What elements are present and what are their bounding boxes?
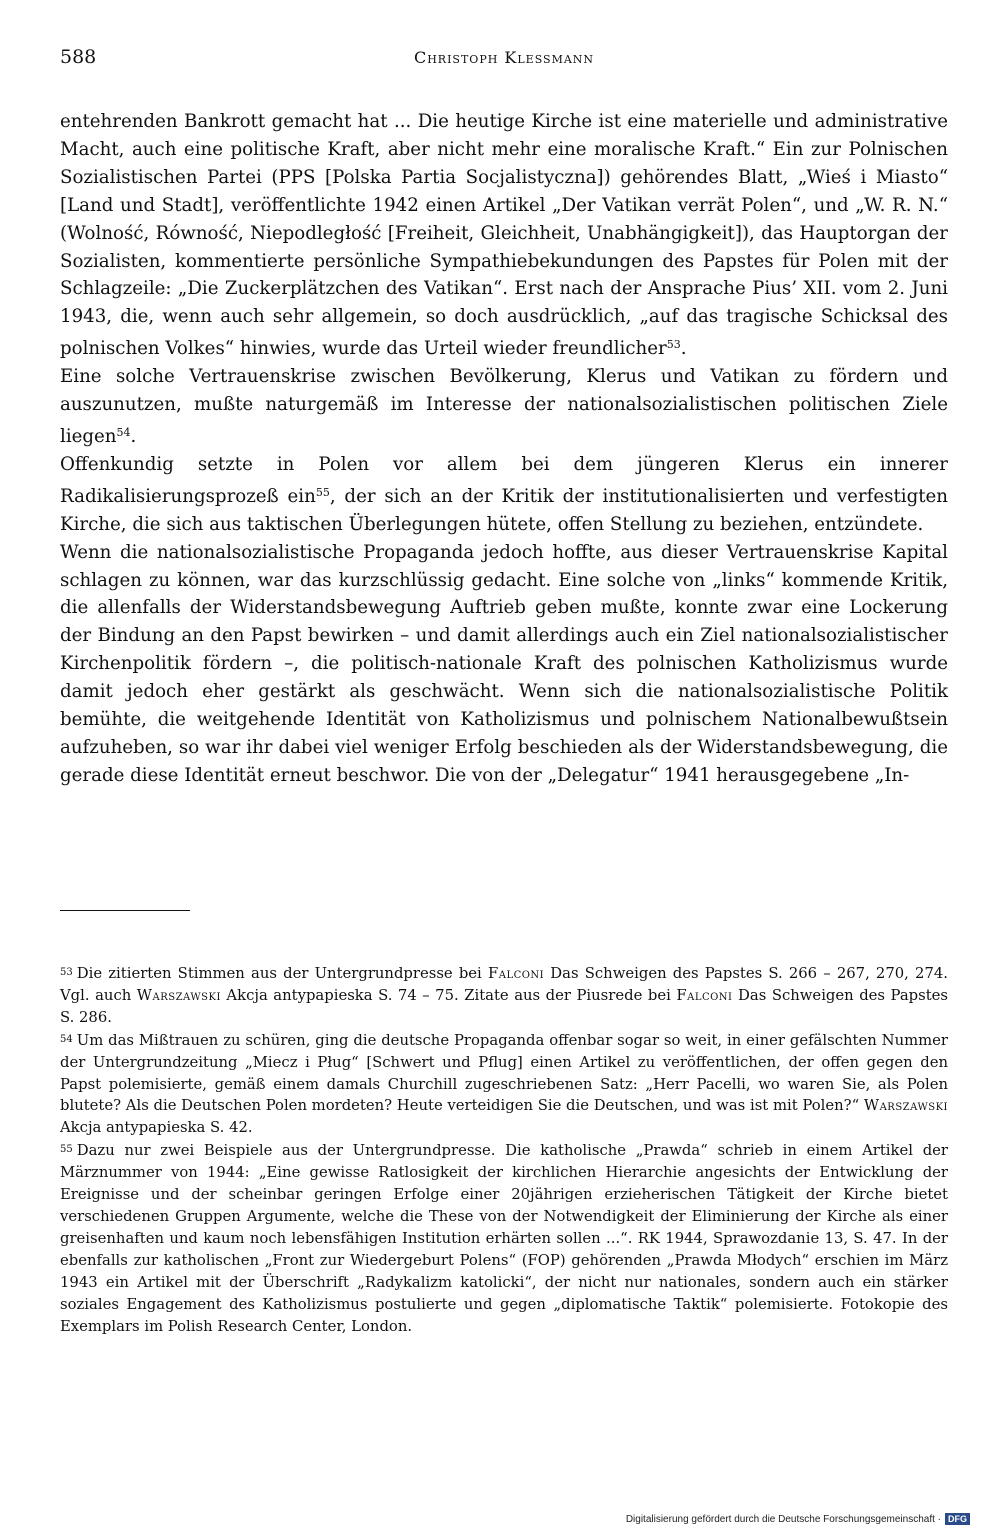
footnote-54: [60, 1029, 948, 1140]
paragraph-1-end: .: [680, 338, 687, 360]
main-text: [60, 108, 948, 790]
footnote-55: [60, 1139, 948, 1337]
footnote-53-text-d: Das Schweigen des Papstes S. 286.: [60, 986, 948, 1026]
paragraph-4: [60, 539, 948, 790]
footnote-55-mark: 55: [60, 1144, 73, 1156]
page-header: [60, 46, 948, 76]
footnote-53-author-1: Falconi: [487, 965, 545, 982]
paragraph-1-text: entehrenden Bankrott gemacht hat ... Die heutige Kirche ist eine materielle und administrative Macht, auch eine politische Kraft, aber nicht mehr eine moralische Kraft.“ Ein zur Polnischen Sozialistischen Partei (PPS [Polska Partia Socjalistyczna]) gehörendes Blatt, „Wieś i Miasto“ [Land und Stadt], veröffentlichte 1942 einen Artikel „Der Vatikan verrät Polen“, und „W. R. N.“ (Wolność, Równość, Niepodległość [Freiheit, Gleichheit, Unabhängigkeit]), das Hauptorgan der Sozialisten, kommentierte persönliche Sympathiebekundungen des Papstes für Polen mit der Schlagzeile: „Die Zuckerplätzchen des Vatikan“. Erst nach der Ansprache Pius’ XII. vom 2. Juni 1943, die, wenn auch sehr allgemein, so doch ausdrücklich, „auf das tragische Schicksal des polnischen Volkes“ hinwies, wurde das Urteil wieder freundlicher: [60, 111, 948, 360]
paragraph-2: [60, 363, 948, 451]
page-number: 588: [60, 46, 97, 68]
paragraph-3-text-b: , der sich an der Kritik der institutionalisierten und verfestigten Kirche, die sich aus taktischen Überlegungen hütete, offen Stellung zu beziehen, entzündete.: [60, 485, 948, 535]
dfg-logo: DFG: [945, 1513, 970, 1525]
footnote-54-author: Warszawski: [863, 1097, 948, 1115]
footnote-53: [60, 962, 948, 1029]
footnote-55-text: Dazu nur zwei Beispiele aus der Untergrundpresse. Die katholische „Prawda“ schrieb in einem Artikel der Märznummer von 1944: „Eine gewisse Ratlosigkeit der kirchlichen Hierarchie angesichts der Entwicklung der Ereignisse und der scheinbar geringen Erfolge einer 20jährigen erzieherischen Tätigkeit der Kirche bietet verschiedenen Gruppen Argumente, welche die These von der Notwendigkeit der Eliminierung der Kirche als einer greisenhaften und kaum noch lebensfähigen Institution erhärten sollen ...“. RK 1944, Sprawozdanie 13, S. 47. In der ebenfalls zur katholischen „Front zur Wiedergeburt Polens“ (FOP) gehörenden „Prawda Młodych“ erschien im März 1943 ein Artikel mit der Überschrift „Radykalizm katolicki“, der nicht nur nationales, sondern auch ein stärker soziales Engagement des Katholizismus postulierte und gegen „diplomatische Taktik“ polemisierte. Fotokopie des Exemplars im Polish Research Center, London.: [60, 1142, 948, 1335]
footnote-53-text-b: Das Schweigen des Papstes S. 266 – 267, 270, 274. Vgl. auch: [60, 965, 948, 1004]
footnote-54-text-b: Akcja antypapieska S. 42.: [60, 1119, 253, 1137]
footnote-53-author-2: Warszawski: [136, 986, 221, 1004]
footnote-53-mark: 53: [60, 967, 73, 978]
footnote-ref-54[interactable]: 54: [116, 425, 131, 439]
footnotes: [60, 962, 948, 1337]
footnote-ref-55[interactable]: 55: [315, 485, 330, 499]
footnote-54-text-a: Um das Mißtrauen zu schüren, ging die deutsche Propaganda offenbar sogar so weit, in einer gefälschten Nummer der Untergrundzeitung „Miecz i Pług“ [Schwert und Pflug] einen Artikel zu veröffentlichen, der offen gegen den Papst polemisierte, gemäß einem damals Churchill zugeschriebenen Satz: „Herr Pacelli, wo waren Sie, als Polen blutete? Als die Deutschen Polen mordeten? Heute verteidigen Sie die Deutschen, und was ist mit Polen?“: [60, 1031, 948, 1115]
paragraph-3: [60, 451, 948, 539]
credit-text: Digitalisierung gefördert durch die Deutsche Forschungsgemeinschaft ·: [625, 1513, 941, 1525]
paragraph-1: [60, 108, 948, 363]
digitization-credit: [626, 1513, 970, 1525]
paragraph-4-text: Wenn die nationalsozialistische Propaganda jedoch hoffte, aus dieser Vertrauenskrise Kapital schlagen zu können, war das kurzschlüssig gedacht. Eine solche von „links“ kommende Kritik, die allenfalls der Widerstandsbewegung Auftrieb geben mußte, konnte zwar eine Lockerung der Bindung an den Papst bewirken – und damit allerdings auch ein Ziel nationalsozialistischer Kirchenpolitik fördern –, die politisch-nationale Kraft des polnischen Katholizismus wurde damit jedoch eher gestärkt als geschwächt. Wenn sich die nationalsozialistische Politik bemühte, die weitgehende Identität von Katholizismus und polnischem Nationalbewußtsein aufzuheben, so war ihr dabei viel weniger Erfolg beschieden als der Widerstandsbewegung, die gerade diese Identität erneut beschwor. Die von der „Delegatur“ 1941 herausgegebene „In-: [60, 541, 948, 786]
paragraph-2-text: Eine solche Vertrauenskrise zwischen Bevölkerung, Klerus und Vatikan zu fördern und auszunutzen, mußte naturgemäß im Interesse der nationalsozialistischen politischen Ziele liegen: [60, 366, 948, 447]
footnote-ref-53[interactable]: 53: [666, 338, 681, 352]
footnote-53-text-a: Die zitierten Stimmen aus der Untergrundpresse bei: [76, 965, 488, 982]
footnote-divider: [60, 910, 190, 911]
paragraph-3-text-a: Offenkundig setzte in Polen vor allem bei dem jüngeren Klerus ein innerer Radikalisierungsprozeß ein: [60, 453, 948, 507]
footnote-53-text-c: Akcja antypapieska S. 74 – 75. Zitate aus der Piusrede bei: [220, 986, 677, 1004]
footnote-53-author-3: Falconi: [676, 986, 733, 1004]
paragraph-2-end: .: [130, 425, 137, 447]
footnote-54-mark: 54: [60, 1033, 73, 1045]
running-head: Christoph Klessmann: [413, 48, 595, 67]
